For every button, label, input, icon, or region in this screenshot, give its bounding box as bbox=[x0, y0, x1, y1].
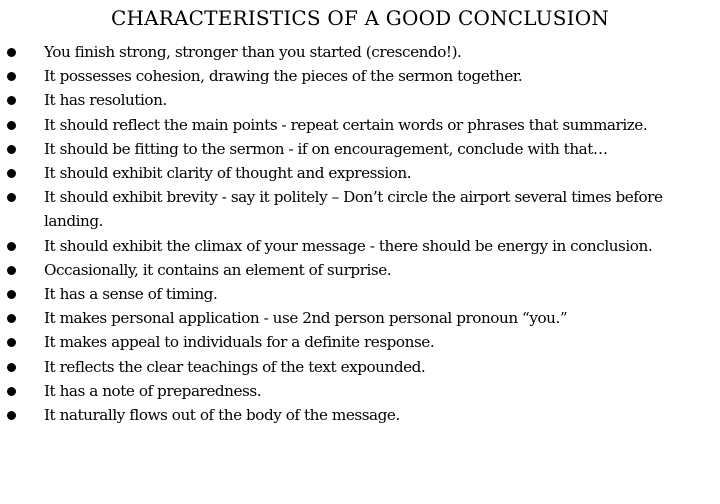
bullet-icon bbox=[7, 363, 16, 372]
list-item-text: It makes appeal to individuals for a definite response. bbox=[44, 333, 435, 352]
list-item-text: It should exhibit the climax of your message - there should be energy in conclusion. bbox=[44, 236, 653, 255]
list-item-text: It has resolution. bbox=[44, 91, 167, 110]
list-item-text: It should be fitting to the sermon - if on encouragement, conclude with that… bbox=[44, 139, 608, 158]
list-item bbox=[0, 379, 720, 403]
page-title: CHARACTERISTICS OF A GOOD CONCLUSION bbox=[110, 6, 610, 30]
bullet-icon bbox=[7, 72, 16, 81]
list-item-text: It should exhibit clarity of thought and expression. bbox=[44, 164, 412, 183]
list-item-text: Occasionally, it contains an element of surprise. bbox=[44, 260, 392, 279]
bullet-icon bbox=[7, 169, 16, 178]
list-item bbox=[0, 64, 720, 88]
list-item bbox=[0, 234, 720, 258]
bullet-icon bbox=[7, 145, 16, 154]
list-item-text: It has a sense of timing. bbox=[44, 285, 218, 304]
list-item bbox=[0, 258, 720, 282]
list-item-text: It should reflect the main points - repeat certain words or phrases that summarize. bbox=[44, 115, 648, 134]
bullet-icon bbox=[7, 411, 16, 420]
list-item bbox=[0, 355, 720, 379]
bullet-icon bbox=[7, 338, 16, 347]
list-item-text: It possesses cohesion, drawing the pieces of the sermon together. bbox=[44, 67, 523, 86]
list-item-text: It reflects the clear teachings of the text expounded. bbox=[44, 357, 426, 376]
bullet-icon bbox=[7, 387, 16, 396]
list-item bbox=[0, 403, 720, 427]
bullet-list bbox=[0, 40, 720, 427]
list-item bbox=[0, 40, 720, 64]
list-item bbox=[0, 306, 720, 330]
list-item bbox=[0, 88, 720, 112]
list-item bbox=[0, 137, 720, 161]
list-item bbox=[0, 161, 720, 185]
bullet-icon bbox=[7, 121, 16, 130]
list-item bbox=[0, 185, 720, 233]
list-item-text: You finish strong, stronger than you started (crescendo!). bbox=[44, 43, 462, 61]
list-item-text: It naturally flows out of the body of the message. bbox=[44, 406, 400, 425]
bullet-icon bbox=[7, 193, 16, 202]
bullet-icon bbox=[7, 290, 16, 299]
list-item bbox=[0, 330, 720, 354]
bullet-icon bbox=[7, 242, 16, 251]
list-item bbox=[0, 282, 720, 306]
list-item bbox=[0, 113, 720, 137]
bullet-icon bbox=[7, 48, 16, 57]
bullet-icon bbox=[7, 266, 16, 275]
list-item-text: It has a note of preparedness. bbox=[44, 381, 262, 400]
bullet-icon bbox=[7, 314, 16, 323]
list-item-text: It should exhibit brevity - say it politely – Don’t circle the airport several times before landing. bbox=[44, 188, 663, 231]
list-item-text: It makes personal application - use 2nd person personal pronoun “you.” bbox=[44, 309, 568, 328]
bullet-icon bbox=[7, 96, 16, 105]
